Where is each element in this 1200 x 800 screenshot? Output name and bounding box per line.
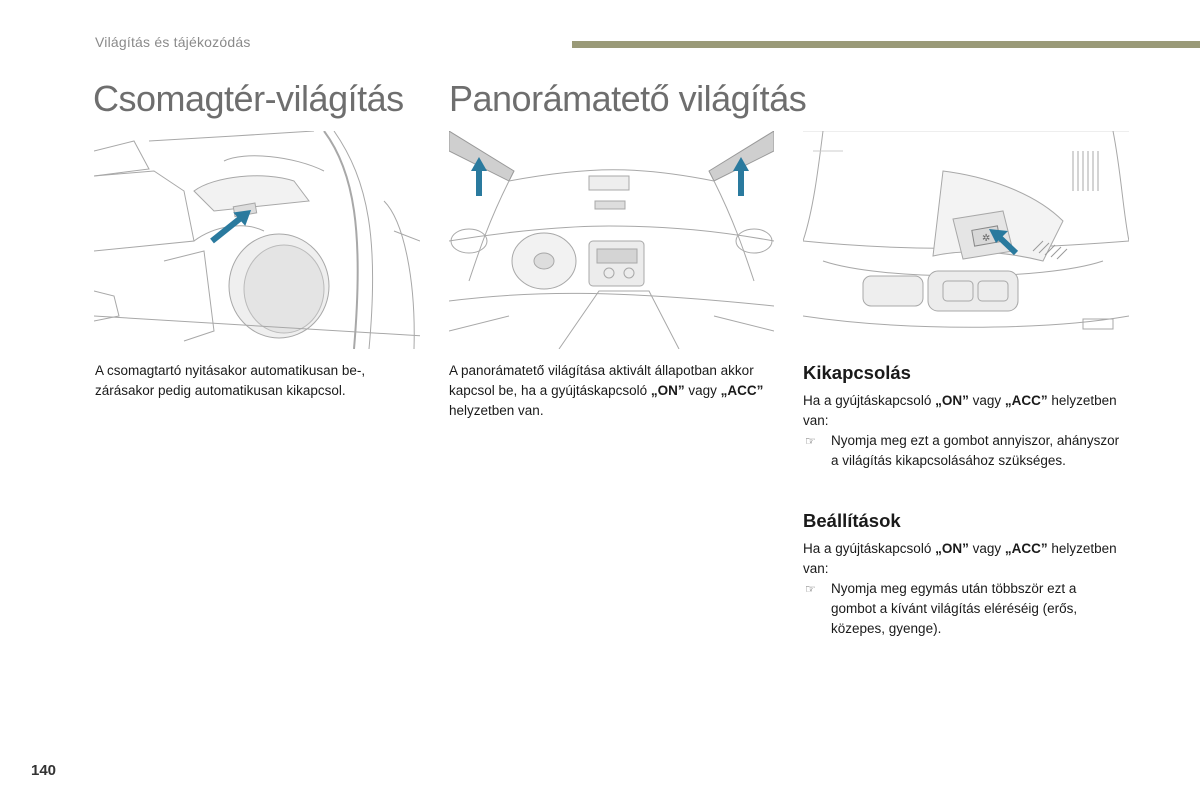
section-title-panoramic-roof-lighting: Panorámatető világítás [449, 78, 807, 119]
settings-instruction [803, 579, 1123, 639]
intro-text-middle: vagy [968, 393, 1005, 408]
intro-text-middle: vagy [968, 541, 1005, 556]
settings-intro [803, 539, 1123, 579]
pointing-hand-icon: ☞ [805, 582, 816, 596]
instruction-text: Nyomja meg egymás után többször ezt a gombot a kívánt világítás eléréséig (erős, közepes, gyenge). [831, 581, 1078, 636]
panoramic-text-after: helyzetben van. [449, 403, 544, 418]
intro-text-after: helyzetben van: [803, 393, 1117, 428]
panoramic-text-middle: vagy [684, 383, 721, 398]
on-position-label: „ON” [935, 541, 969, 556]
heading-switching-off: Kikapcsolás [803, 362, 911, 383]
on-position-label: „ON” [935, 393, 969, 408]
switching-off-instruction [803, 431, 1123, 471]
intro-text-after: helyzetben van: [803, 541, 1117, 576]
acc-position-label: „ACC” [720, 383, 764, 398]
intro-text: Ha a gyújtáskapcsoló [803, 393, 936, 408]
header-accent-bar [572, 41, 1200, 48]
panoramic-text-before: A panorámatető világítása aktivált állapotban akkor kapcsol be, ha a gyújtáskapcsoló [449, 363, 754, 398]
trunk-light-illustration [94, 131, 420, 349]
instruction-text: Nyomja meg ezt a gombot annyiszor, ahányszor a világítás kikapcsolásához szükséges. [831, 433, 1120, 468]
settings-block [803, 539, 1123, 639]
panoramic-roof-light-illustration [449, 131, 774, 349]
roof-light-button-illustration [803, 131, 1129, 349]
on-position-label: „ON” [650, 383, 685, 398]
running-header: Világítás és tájékozódás [95, 34, 251, 50]
heading-settings: Beállítások [803, 510, 901, 531]
acc-position-label: „ACC” [1004, 541, 1048, 556]
switching-off-block [803, 391, 1123, 471]
section-title-trunk-lighting: Csomagtér-világítás [93, 78, 404, 119]
intro-text: Ha a gyújtáskapcsoló [803, 541, 936, 556]
switching-off-intro [803, 391, 1123, 431]
svg-text:✲: ✲ [982, 233, 991, 244]
acc-position-label: „ACC” [1004, 393, 1048, 408]
pointing-hand-icon: ☞ [805, 434, 816, 448]
panoramic-roof-description [449, 361, 769, 421]
page-number: 140 [31, 762, 57, 779]
trunk-lighting-description: A csomagtartó nyitásakor automatikusan be-, zárásakor pedig automatikusan kikapcsol. [95, 363, 366, 398]
